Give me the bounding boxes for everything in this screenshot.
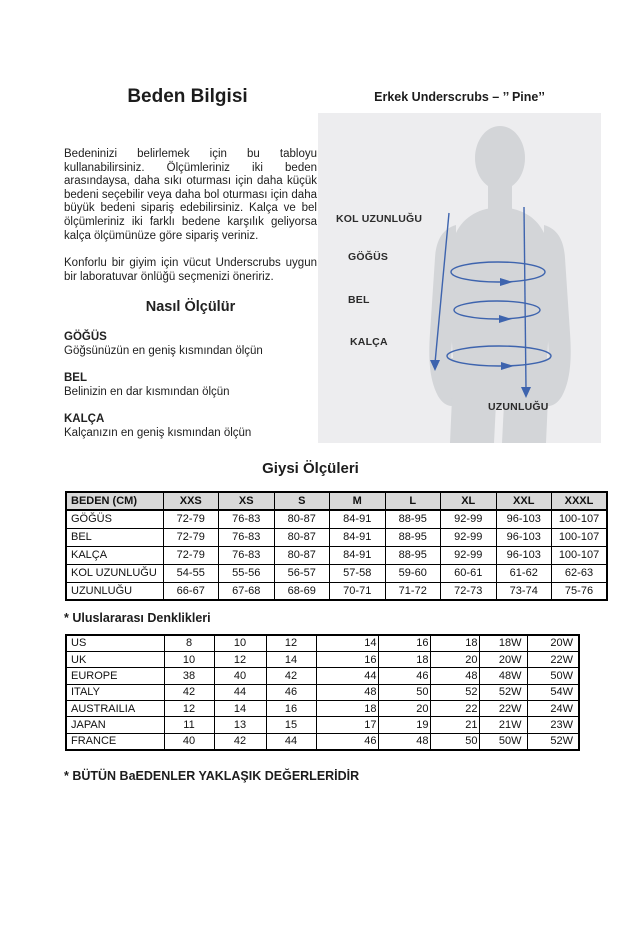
country-size-cell: 46 xyxy=(316,733,378,749)
international-table-row xyxy=(66,684,579,700)
country-size-cell: 42 xyxy=(266,668,316,684)
country-size-cell: 16 xyxy=(378,635,430,651)
garment-table-row xyxy=(66,564,607,582)
country-size-cell: 10 xyxy=(214,635,266,651)
country-size-cell: 18W xyxy=(479,635,527,651)
country-size-cell: 40 xyxy=(164,733,214,749)
measure-item xyxy=(64,371,317,399)
measurement-value-cell: 73-74 xyxy=(496,582,552,600)
measurement-value-cell: 88-95 xyxy=(385,546,441,564)
measurement-value-cell: 80-87 xyxy=(274,546,330,564)
measurement-value-cell: 55-56 xyxy=(219,564,275,582)
measurement-value-cell: 60-61 xyxy=(441,564,497,582)
size-header-cell: XS xyxy=(219,492,275,510)
measure-item xyxy=(64,330,317,358)
measurement-value-cell: 100-107 xyxy=(552,546,608,564)
size-header-cell: XL xyxy=(441,492,497,510)
measurement-label-cell: UZUNLUĞU xyxy=(66,582,163,600)
measurement-value-cell: 75-76 xyxy=(552,582,608,600)
international-size-table xyxy=(65,634,580,751)
international-table-row xyxy=(66,635,579,651)
garment-table-row xyxy=(66,546,607,564)
country-size-cell: 42 xyxy=(214,733,266,749)
measurement-value-cell: 96-103 xyxy=(496,510,552,528)
country-size-cell: 22 xyxy=(430,701,479,717)
garment-table-row xyxy=(66,528,607,546)
measurement-value-cell: 96-103 xyxy=(496,528,552,546)
country-size-cell: 48 xyxy=(316,684,378,700)
intro-paragraph-1: Bedeninizi belirlemek için bu tabloyu kullanabilirsiniz. Ölçümleriniz iki beden arasındaysa, daha sıkı oturması için daha küçük bedeni seçebilir veya daha bol oturması için daha büyük bedeni sipariş edebilirsiniz. Kalça ve bel ölçümleriniz iki farklı bedene karşılık geliyorsa kalça ölçümünüze göre sipariş veriniz. xyxy=(64,148,317,242)
garment-table-header-row xyxy=(66,492,607,510)
country-size-cell: 14 xyxy=(214,701,266,717)
measurement-value-cell: 57-58 xyxy=(330,564,386,582)
country-size-cell: 12 xyxy=(214,651,266,667)
international-table-row xyxy=(66,733,579,749)
measurement-value-cell: 68-69 xyxy=(274,582,330,600)
country-size-cell: 54W xyxy=(527,684,579,700)
measurement-value-cell: 66-67 xyxy=(163,582,219,600)
country-size-cell: 50 xyxy=(430,733,479,749)
garment-table-title: Giysi Ölçüleri xyxy=(262,460,359,477)
country-size-cell: 22W xyxy=(527,651,579,667)
country-size-cell: 8 xyxy=(164,635,214,651)
country-size-cell: 52 xyxy=(430,684,479,700)
international-table-row xyxy=(66,717,579,733)
measurement-value-cell: 92-99 xyxy=(441,528,497,546)
measurement-label-cell: KALÇA xyxy=(66,546,163,564)
country-label-cell: EUROPE xyxy=(66,668,164,684)
measure-item-label: KALÇA xyxy=(64,413,105,426)
country-size-cell: 48 xyxy=(430,668,479,684)
country-size-cell: 40 xyxy=(214,668,266,684)
country-label-cell: JAPAN xyxy=(66,717,164,733)
measurement-value-cell: 76-83 xyxy=(219,528,275,546)
country-size-cell: 16 xyxy=(266,701,316,717)
measure-instructions xyxy=(64,330,317,440)
country-size-cell: 20W xyxy=(479,651,527,667)
measurement-value-cell: 84-91 xyxy=(330,528,386,546)
how-to-measure-title: Nasıl Ölçülür xyxy=(145,299,236,316)
measure-item-label: BEL xyxy=(64,372,87,385)
country-size-cell: 38 xyxy=(164,668,214,684)
measurement-value-cell: 88-95 xyxy=(385,528,441,546)
page-title: Beden Bilgisi xyxy=(127,86,248,107)
measurement-value-cell: 88-95 xyxy=(385,510,441,528)
male-silhouette-graphic xyxy=(318,113,601,443)
size-header-cell: M xyxy=(330,492,386,510)
size-header-cell: S xyxy=(274,492,330,510)
country-size-cell: 18 xyxy=(316,701,378,717)
intro-paragraph-2: Konforlu bir giyim için vücut Underscrubs uygun bir laboratuvar önlüğü seçmenizi öneririz. xyxy=(64,257,317,283)
measurement-value-cell: 70-71 xyxy=(330,582,386,600)
measure-item-description: Göğsünüzün en geniş kısmından ölçün xyxy=(64,345,263,358)
country-size-cell: 18 xyxy=(378,651,430,667)
diagram-label-length: UZUNLUĞU xyxy=(488,401,549,413)
country-size-cell: 48 xyxy=(378,733,430,749)
measurement-value-cell: 62-63 xyxy=(552,564,608,582)
country-size-cell: 21W xyxy=(479,717,527,733)
country-size-cell: 18 xyxy=(430,635,479,651)
country-size-cell: 22W xyxy=(479,701,527,717)
country-label-cell: AUSTRAILIA xyxy=(66,701,164,717)
measurement-value-cell: 71-72 xyxy=(385,582,441,600)
measurement-value-cell: 72-79 xyxy=(163,546,219,564)
country-size-cell: 46 xyxy=(266,684,316,700)
country-size-cell: 52W xyxy=(527,733,579,749)
measurement-value-cell: 100-107 xyxy=(552,510,608,528)
measurement-label-cell: BEL xyxy=(66,528,163,546)
country-size-cell: 23W xyxy=(527,717,579,733)
measurement-value-cell: 92-99 xyxy=(441,546,497,564)
country-size-cell: 24W xyxy=(527,701,579,717)
measurement-value-cell: 61-62 xyxy=(496,564,552,582)
size-header-cell: XXXL xyxy=(552,492,608,510)
measurement-value-cell: 80-87 xyxy=(274,510,330,528)
country-size-cell: 12 xyxy=(266,635,316,651)
measurement-value-cell: 96-103 xyxy=(496,546,552,564)
country-size-cell: 20 xyxy=(378,701,430,717)
diagram-label-hip: KALÇA xyxy=(350,336,388,348)
measurement-value-cell: 84-91 xyxy=(330,510,386,528)
measurement-label-cell: GÖĞÜS xyxy=(66,510,163,528)
measurement-value-cell: 80-87 xyxy=(274,528,330,546)
size-header-cell: L xyxy=(385,492,441,510)
international-table-row xyxy=(66,701,579,717)
measurement-value-cell: 72-79 xyxy=(163,528,219,546)
garment-table-row xyxy=(66,510,607,528)
measurement-value-cell: 84-91 xyxy=(330,546,386,564)
size-header-cell: XXL xyxy=(496,492,552,510)
international-table-row xyxy=(66,668,579,684)
measurement-value-cell: 59-60 xyxy=(385,564,441,582)
country-size-cell: 19 xyxy=(378,717,430,733)
garment-table-row xyxy=(66,582,607,600)
measure-item-label: GÖĞÜS xyxy=(64,331,107,344)
measure-item-description: Kalçanızın en geniş kısmından ölçün xyxy=(64,427,252,440)
country-size-cell: 15 xyxy=(266,717,316,733)
size-header-cell: XXS xyxy=(163,492,219,510)
country-size-cell: 16 xyxy=(316,651,378,667)
country-size-cell: 44 xyxy=(316,668,378,684)
body-measurement-diagram xyxy=(318,113,601,443)
country-size-cell: 50 xyxy=(378,684,430,700)
size-header-label-cell: BEDEN (CM) xyxy=(66,492,163,510)
diagram-label-arm-length: KOL UZUNLUĞU xyxy=(336,213,423,225)
country-size-cell: 20W xyxy=(527,635,579,651)
garment-size-table xyxy=(65,491,608,601)
country-size-cell: 14 xyxy=(266,651,316,667)
country-size-cell: 52W xyxy=(479,684,527,700)
measurement-value-cell: 56-57 xyxy=(274,564,330,582)
diagram-label-chest: GÖĞÜS xyxy=(348,251,389,263)
international-table-row xyxy=(66,651,579,667)
country-size-cell: 21 xyxy=(430,717,479,733)
intro-column xyxy=(64,148,317,440)
diagram-label-waist: BEL xyxy=(348,294,370,306)
measurement-value-cell: 54-55 xyxy=(163,564,219,582)
international-table-title: * Uluslararası Denklikleri xyxy=(64,611,211,625)
measurement-value-cell: 67-68 xyxy=(219,582,275,600)
approximate-values-footnote: * BÜTÜN BaEDENLER YAKLAŞIK DEĞERLERİDİR xyxy=(64,769,360,783)
country-size-cell: 44 xyxy=(214,684,266,700)
product-title: Erkek Underscrubs – ’’ Pine’’ xyxy=(374,90,545,104)
country-size-cell: 42 xyxy=(164,684,214,700)
country-size-cell: 14 xyxy=(316,635,378,651)
measurement-value-cell: 92-99 xyxy=(441,510,497,528)
country-size-cell: 20 xyxy=(430,651,479,667)
measurement-label-cell: KOL UZUNLUĞU xyxy=(66,564,163,582)
country-size-cell: 46 xyxy=(378,668,430,684)
country-size-cell: 10 xyxy=(164,651,214,667)
country-size-cell: 50W xyxy=(479,733,527,749)
country-size-cell: 50W xyxy=(527,668,579,684)
measurement-value-cell: 76-83 xyxy=(219,546,275,564)
measurement-value-cell: 100-107 xyxy=(552,528,608,546)
measurement-value-cell: 76-83 xyxy=(219,510,275,528)
country-size-cell: 17 xyxy=(316,717,378,733)
country-label-cell: US xyxy=(66,635,164,651)
country-size-cell: 44 xyxy=(266,733,316,749)
country-label-cell: UK xyxy=(66,651,164,667)
country-label-cell: FRANCE xyxy=(66,733,164,749)
country-size-cell: 13 xyxy=(214,717,266,733)
country-size-cell: 11 xyxy=(164,717,214,733)
country-size-cell: 12 xyxy=(164,701,214,717)
measurement-value-cell: 72-73 xyxy=(441,582,497,600)
country-size-cell: 48W xyxy=(479,668,527,684)
measurement-value-cell: 72-79 xyxy=(163,510,219,528)
country-label-cell: ITALY xyxy=(66,684,164,700)
measure-item-description: Belinizin en dar kısmından ölçün xyxy=(64,386,230,399)
measure-item xyxy=(64,412,317,440)
